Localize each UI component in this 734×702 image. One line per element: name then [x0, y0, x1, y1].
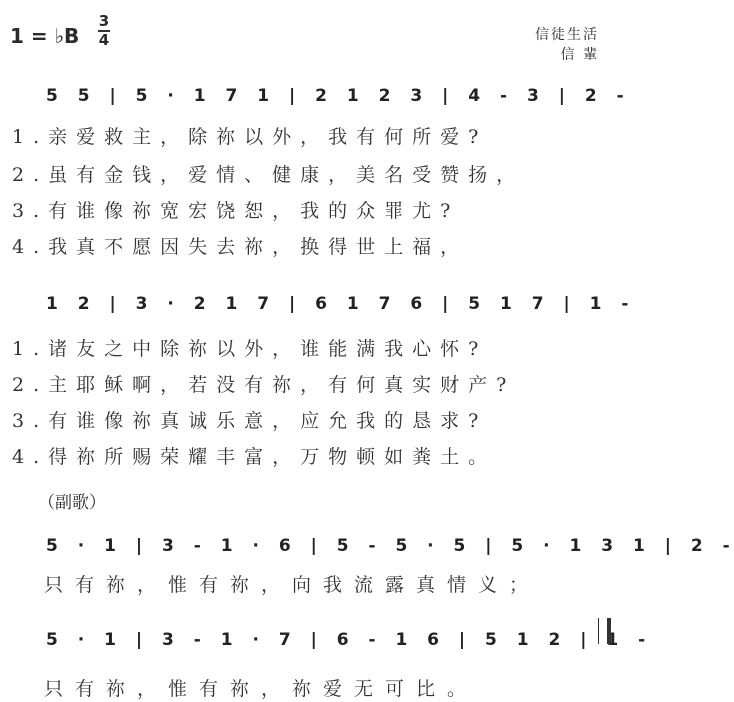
chorus-title: （副歌） — [38, 493, 106, 513]
section2-lyric-2: 2.主耶稣啊，若没有祢，有何真实财产? — [12, 374, 516, 396]
section2-lyric-1: 1.诸友之中除祢以外，谁能满我心怀? — [12, 338, 488, 360]
section1-lyric-2: 2.虽有金钱，爱情、健康，美名受赞扬， — [12, 164, 525, 186]
chorus-line2-lyrics: 只有祢，惟有祢，祢爱无可比。 — [44, 678, 479, 700]
source-credit: 信徒生活 — [535, 27, 599, 43]
time-signature — [98, 14, 110, 48]
author-credit: 信 輩 — [560, 47, 599, 63]
chorus-line1-notes: 5 · 1 | 3 - 1 · 6 | 5 - 5 · 5 | 5 · 1 3 1 | 2 - — [46, 536, 734, 556]
time-signature-bottom: 4 — [98, 31, 110, 49]
section1-lyric-4: 4.我真不愿因失去祢，换得世上福， — [12, 236, 469, 258]
section2-lyric-4: 4.得祢所赐荣耀丰富，万物顿如粪土。 — [12, 446, 497, 468]
section1-notes — [46, 86, 628, 110]
final-barline — [598, 618, 611, 644]
time-signature-top: 3 — [98, 12, 110, 30]
chorus-line1-lyrics: 只有祢，惟有祢，向我流露真情义； — [44, 574, 541, 596]
chorus-line2-notes: 5 · 1 | 3 - 1 · 7 | 6 - 1 6 | 5 1 2 | 1 - — [46, 630, 650, 650]
section2-notes — [46, 294, 633, 318]
section1-notes-text: 5 5 | 5 · 1 7 1 | 2 1 2 3 | 4 - 3 | 2 - — [46, 86, 628, 106]
section1-lyric-1: 1.亲爱救主，除祢以外，我有何所爱? — [12, 126, 488, 148]
section1-lyric-3: 3.有谁像祢宽宏饶恕，我的众罪尤? — [12, 200, 460, 222]
section2-lyric-3: 3.有谁像祢真诚乐意，应允我的恳求? — [12, 410, 488, 432]
section2-notes-text: 1 2 | 3 · 2 1 7 | 6 1 7 6 | 5 1 7 | 1 - — [46, 294, 633, 314]
key-signature: 1 = ♭B — [10, 24, 80, 48]
